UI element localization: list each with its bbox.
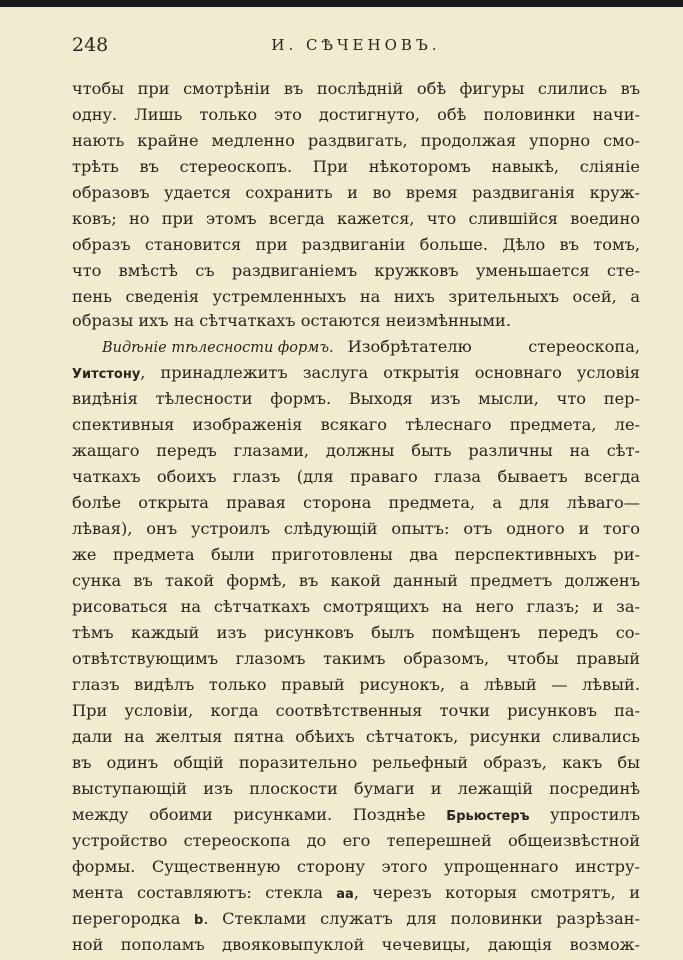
text-line: чтобы при смотрѣніи въ послѣдній обѣ фигуры слились въ [72,79,640,98]
text-line: дали на желтыя пятна обѣихъ сѣтчатокъ, рисунки сливались [72,727,640,746]
text-line: видѣнія тѣлесности формъ. Выходя изъ мысли, что пер- [72,389,640,408]
text-line: выступающій изъ плоскости бумаги и лежащій посрединѣ [72,779,640,798]
text-line: образы ихъ на сѣтчаткахъ остаются неизмѣнными. [72,311,511,330]
text-line: рисоваться на сѣтчаткахъ смотрящихъ на него глазъ; и за- [72,597,640,616]
text-line: глазъ видѣлъ только правый рисунокъ, а лѣвый — лѣвый. [72,675,640,694]
text-line: мента составляютъ: стекла aa, черезъ которыя смотрятъ, и [72,883,640,902]
text-line: чаткахъ обоихъ глазъ (для праваго глаза бываетъ всегда [72,467,640,486]
text-line: Видѣніе тѣлесности формъ. Изобрѣтателю стереоскопа, [102,334,640,360]
text-line: перегородка b. Стеклами служатъ для половинки разрѣзан- [72,909,640,928]
section-side-heading: Видѣніе тѣлесности формъ. [102,340,334,356]
text-line: жащаго передъ глазами, должны быть различны на сѣт- [72,441,640,460]
text-line: сунка въ такой формѣ, въ какой данный предметъ долженъ [72,571,640,590]
text-line: болѣе открыта правая сторона предмета, а для лѣваго— [72,493,640,512]
label-b: b [194,913,204,928]
text-line: формы. Существенную сторону этого упрощеннаго инстру- [72,857,640,876]
text-line: спективныя изображенія всякаго тѣлеснаго предмета, ле- [72,415,640,434]
page-header [72,34,640,62]
name-wheatstone: Уитстону [72,367,141,382]
text-line: что вмѣстѣ съ раздвиганіемъ кружковъ уменьшается сте- [72,261,640,280]
text-line: отвѣтствующимъ глазомъ такимъ образомъ, чтобы правый [72,649,640,668]
text-line: между обоими рисунками. Позднѣе Брьюстеръ упростилъ [72,805,640,824]
page-number: 248 [72,34,109,56]
text-line: ной пополамъ двояковыпуклой чечевицы, дающія возмож- [72,935,640,954]
text-line: образовъ удается сохранить и во время раздвиганія круж- [72,183,640,202]
running-head: И. СѢЧЕНОВЪ. [271,36,441,54]
name-brewster: Брьюстеръ [446,809,530,824]
text-line: же предмета были приготовлены два перспективныхъ ри- [72,545,640,564]
text-line: одну. Лишь только это достигнуто, обѣ половинки начи- [72,105,640,124]
text-line: образъ становится при раздвиганіи больше. Дѣло въ томъ, [72,235,640,254]
text-line: пень сведенія устремленныхъ на нихъ зрительныхъ осей, а [72,287,640,306]
label-aa: aa [336,887,354,902]
text-line: лѣвая), онъ устроилъ слѣдующій опытъ: отъ одного и того [72,519,640,538]
text-line: тѣмъ каждый изъ рисунковъ былъ помѣщенъ передъ со- [72,623,640,642]
text-line: въ одинъ общій поразительно рельефный образъ, какъ бы [72,753,640,772]
text-line: нають крайне медленно раздвигать, продолжая упорно смо- [72,131,640,150]
text-line: Уитстону, принадлежитъ заслуга открытія основнаго условія [72,363,640,382]
text-line: устройство стереоскопа до его теперешней общеизвѣстной [72,831,640,850]
text-line: ковъ; но при этомъ всегда кажется, что слившійся воедино [72,209,640,228]
text-line: трѣть въ стереоскопъ. При нѣкоторомъ навыкѣ, сліяніе [72,157,640,176]
text-line: При условіи, когда соотвѣтственныя точки рисунковъ па- [72,701,640,720]
